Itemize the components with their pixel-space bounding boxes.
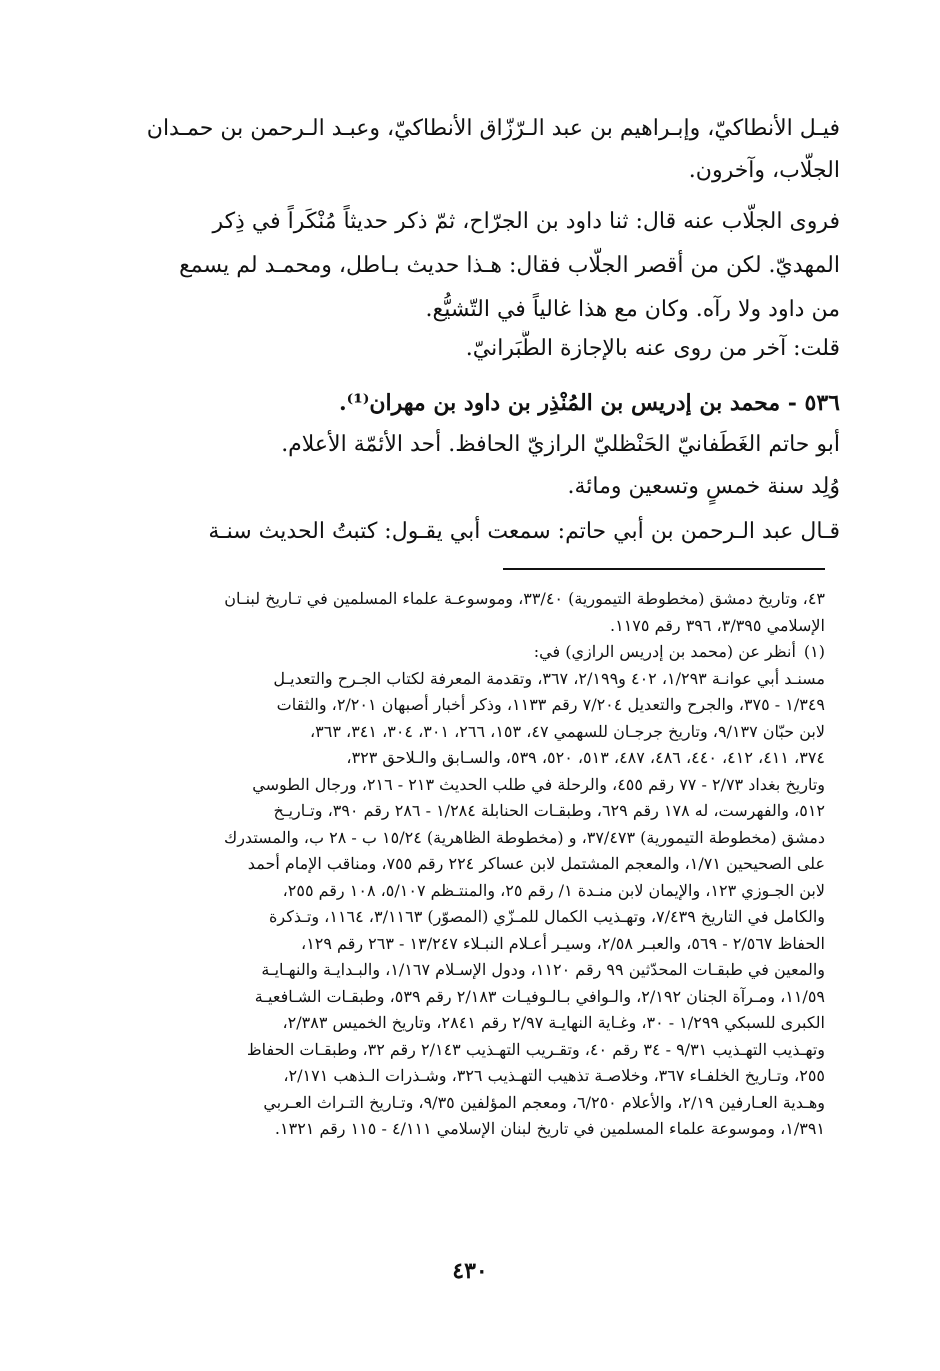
biography-entry — [120, 382, 840, 508]
footnotes — [115, 586, 825, 1143]
footnote-line: على الصحيحين ١/٧١، والمعجم المشتمل لابن عساكر ٢٢٤ رقم ٧٥٥، ومناقب الإمام أحمد — [247, 854, 825, 873]
entry-line: أبو حاتم الغَطَفانيّ الحَنْظليّ الرازيّ الحافظ. أحد الأئمّة الأعلام. — [281, 432, 840, 457]
footnote-line: والمعين في طبقـات المحدّثين ٩٩ رقم ١١٢٠، ودول الإسـلام ١/١٦٧، والبـدايـة والنهـايـة — [261, 960, 825, 979]
footnote-line: لابن الجـوزي ١٢٣، والإيمان لابن منـدة ١/ رقم ٢٥، والمنتـظم ٥/١٠٧، ١٠٨ رقم ٢٥٥، — [282, 880, 825, 900]
text-line: قلت: آخر من روى عنه بالإجازة الطَّبَرانيّ. — [465, 336, 840, 361]
footnote-intro: أنظر عن (محمد بن إدريس الرازي) في: — [533, 642, 796, 661]
text-line: المهديّ. لكن من أقصر الجلّاب فقال: هـذا حديث بـاطل، ومحمـد لم يسمع — [179, 253, 840, 278]
footnote-line: وتاريخ بغداد ٢/٧٣ - ٧٧ رقم ٤٥٥، والرحلة في طلب الحديث ٢١٣ - ٢١٦، ورجال الطوسي — [252, 774, 825, 794]
footnote-line: الإسلامي ٣/٣٩٥، ٣٩٦ رقم ١١٧٥. — [610, 615, 825, 635]
paragraph-3 — [120, 512, 840, 552]
footnote-line: وتهـذيب التهـذيب ٩/٣١ - ٣٤ رقم ٤٠، وتقـريب التهـذيب ٢/١٤٣ رقم ٣٢، وطبقـات الحفاظ — [246, 1039, 825, 1059]
footnote-line: الكبرى للسبكي ١/٢٩٩ - ٣٠، وغـاية النهايـة ٢/٩٧ رقم ٢٨٤١، وتاريخ الخميس ٢/٣٨٣، — [282, 1013, 825, 1032]
paragraph-1 — [120, 108, 840, 192]
footnote-line: ٣٧٤، ٤١١، ٤١٢، ٤٤٠، ٤٨٦، ٤٨٧، ٥١٣، ٥٢٠، ٥٣٩، والسـابق والـلاحق ٣٢٣، — [346, 748, 825, 767]
footnote-intro-line — [115, 639, 825, 666]
footnote-line: وهـدية العـارفين ٢/١٩، والأعلام ٦/٢٥٠، ومعجم المؤلفين ٩/٣٥، وتـاريخ التـراث العـربي — [263, 1092, 825, 1112]
footnote-line: ٤٣، وتاريخ دمشق (مخطوطة التيمورية) ٣٣/٤٠، وموسوعـة علماء المسلمين في تـاريخ لبنـان — [224, 589, 825, 608]
footnote-line: ١/٣٤٩ - ٣٧٥، والجرح والتعديل ٧/٢٠٤ رقم ١١٣٣، وذكر أخبار أصبهان ٢/٢٠١، والثقات — [276, 695, 825, 714]
footnote-line: الحفاظ ٢/٥٦٧ - ٥٦٩، والعبـر ٢/٥٨، وسيـر أعـلام النبـلاء ١٣/٢٤٧ - ٢٦٣ رقم ١٢٩، — [301, 933, 825, 953]
entry-heading: ٥٣٦ - محمد بن إدريس بن المُنْذِر بن داود بن مهران⁽¹⁾. — [338, 390, 840, 416]
footnote-line: مسنـد أبي عوانـة ١/٢٩٣، ٤٠٢ و٢/١٩٩، ٣٦٧، وتقدمة المعرفة لكتاب الجـرح والتعديـل — [273, 668, 825, 688]
text-line: قـال عبد الـرحمن بن أبي حاتم: سمعت أبي يقـول: كتبتُ الحديث سنـة — [208, 519, 840, 544]
text-line: فيـل الأنطاكيّ، وإبـراهيم بن عبد الـرّزّاق الأنطاكيّ، وعبـد الـرحمن بن حمـدان — [146, 116, 840, 141]
text-line: فروى الجلّاب عنه قال: ثنا داود بن الجرّاح، ثمّ ذكر حديثاً مُنْكَراً في ذِكر — [212, 209, 840, 234]
footnote-separator — [503, 568, 825, 570]
author-note — [120, 330, 840, 368]
text-line: الجلّاب، وآخرون. — [688, 158, 840, 183]
footnote-line: ٥١٢، والفهرست، له ١٧٨ رقم ٦٢٩، وطبقـات الحنابلة ١/٢٨٤ - ٢٨٦ رقم ٣٩٠، وتـاريـخ — [273, 801, 825, 820]
paragraph-2 — [120, 200, 840, 332]
text-line: من داود ولا رآه. وكان مع هذا غالياً في التّشيُّع. — [425, 297, 840, 322]
footnote-line: ٢٥٥، وتـاريخ الخلفـاء ٣٦٧، وخلاصـة تذهيب التهـذيب ٣٢٦، وشـذرات الـذهب ٢/١٧١، — [283, 1066, 825, 1085]
page-number: ٤٣٠ — [452, 1258, 488, 1284]
footnote-marker: (١) — [803, 642, 825, 661]
footnote-line: دمشق (مخطوطة التيمورية) ٣٧/٤٧٣، و (مخطوطة الظاهرية) ١٥/٢٤ ب - ٢٨ ب، والمستدرك — [224, 827, 825, 847]
footnote-line: لابن حبّان ٩/١٣٧، وتاريخ جرجـان للسهمي ٤٧، ١٥٣، ٢٦٦، ٣٠١، ٣٠٤، ٣٤١، ٣٦٣، — [310, 721, 825, 741]
footnote-line: ١١/٥٩، ومـرآة الجنان ٢/١٩٢، والـوافي بـالـوفيـات ٢/١٨٣ رقم ٥٣٩، وطبقـات الشـافعيـة — [254, 986, 825, 1006]
footnote-line: ١/٣٩١، وموسوعة علماء المسلمين في تاريخ لبنان الإسلامي ٤/١١١ - ١١٥ رقم ١٣٢١. — [274, 1119, 825, 1138]
entry-line: وُلِد سنة خمسٍ وتسعين ومائة. — [567, 474, 840, 499]
footnote-line: والكامل في التاريخ ٧/٤٣٩، وتهـذيب الكمال للمـزّي (المصوّر) ٣/١١٦٣، ١١٦٤، وتـذكرة — [269, 907, 825, 926]
